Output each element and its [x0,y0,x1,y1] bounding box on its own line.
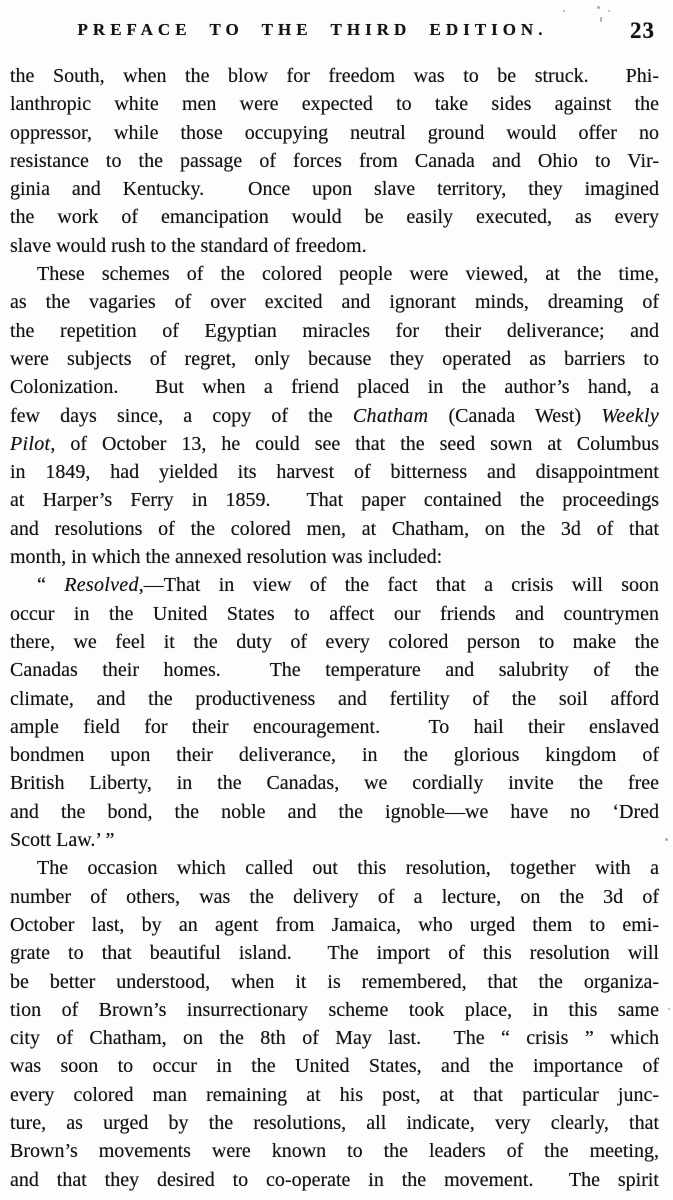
text-line: oppressor, while those occupying neutral ground would offer no [10,121,659,144]
page-body [10,62,659,1194]
text-line: These schemes of the colored people were viewed, at the time, [37,263,659,286]
page-number: 23 [630,18,655,43]
text-line: The occasion which called out this resolution, together with a [37,857,659,880]
text-line: Scott Law.’ ” [10,829,115,852]
text-line: resistance to the passage of forces from Canada and Ohio to Vir- [10,149,659,172]
text-line: every colored man remaining at his post, at that particular junc- [10,1083,659,1106]
text-line: city of Chatham, on the 8th of May last. The “ crisis ” which [10,1027,659,1050]
text-line: Canadas their homes. The temperature and salubrity of the [10,659,659,682]
paragraph [10,854,659,1194]
text-line: as the vagaries of over excited and ignorant minds, dreaming of [10,291,659,314]
text-line: “ Resolved,—That in view of the fact that a crisis will soon [37,574,659,597]
text-line: grate to that beautiful island. The import of this resolution will [10,942,659,965]
text-line: few days since, a copy of the Chatham (Canada West) Weekly [10,404,660,427]
text-line: and that they desired to co-operate in the movement. The spirit [10,1168,659,1191]
text-line: October last, by an agent from Jamaica, who urged them to emi- [10,913,659,936]
text-line: tion of Brown’s insurrectionary scheme took place, in this same [10,998,659,1021]
text-line: British Liberty, in the Canadas, we cordially invite the free [10,772,659,795]
text-line: climate, and the productiveness and fertility of the soil afford [10,687,659,710]
text-line: be better understood, when it is remembered, that the organiza- [10,970,659,993]
text-line: at Harper’s Ferry in 1859. That paper contained the proceedings [10,489,659,512]
text-line: and resolutions of the colored men, at Chatham, on the 3d of that [10,517,659,540]
paragraph [10,62,659,260]
text-line: were subjects of regret, only because they operated as barriers to [10,347,659,370]
text-line: in 1849, had yielded its harvest of bitterness and disappointment [10,461,659,484]
page-header [10,14,659,62]
paragraph [10,260,659,571]
text-line: ginia and Kentucky. Once upon slave territory, they imagined [10,178,659,201]
text-line: number of others, was the delivery of a lecture, on the 3d of [10,885,659,908]
text-line: Brown’s movements were known to the leaders of the meeting, [10,1140,659,1163]
text-line: the repetition of Egyptian miracles for their deliverance; and [10,319,659,342]
text-line: Colonization. But when a friend placed in the author’s hand, a [10,376,659,399]
text-line: the South, when the blow for freedom was to be struck. Phi- [10,65,659,87]
text-line: and the bond, the noble and the ignoble—we have no ‘Dred [10,800,659,823]
text-line: ample field for their encouragement. To hail their enslaved [10,715,659,738]
scan-artifact [608,10,610,12]
scan-artifact [665,838,668,841]
text-line: there, we feel it the duty of every colored person to make the [10,630,659,653]
text-line: month, in which the annexed resolution was included: [10,546,443,569]
text-line: occur in the United States to affect our friends and countrymen [10,602,659,625]
text-line: slave would rush to the standard of freedom. [10,234,367,257]
text-line: was soon to occur in the United States, and the importance of [10,1055,659,1078]
page-title: PREFACE TO THE THIRD EDITION. [77,20,548,39]
scan-artifact [563,10,565,12]
text-line: Pilot, of October 13, he could see that the seed sown at Columbus [10,432,659,455]
scan-artifact [668,1008,670,1010]
text-line: lanthropic white men were expected to take sides against the [10,93,659,116]
text-line: ture, as urged by the resolutions, all indicate, very clearly, that [10,1111,659,1134]
text-line: bondmen upon their deliverance, in the glorious kingdom of [10,744,659,767]
paragraph [10,571,659,854]
scan-artifact [597,6,600,9]
text-line: the work of emancipation would be easily executed, as every [10,206,659,229]
